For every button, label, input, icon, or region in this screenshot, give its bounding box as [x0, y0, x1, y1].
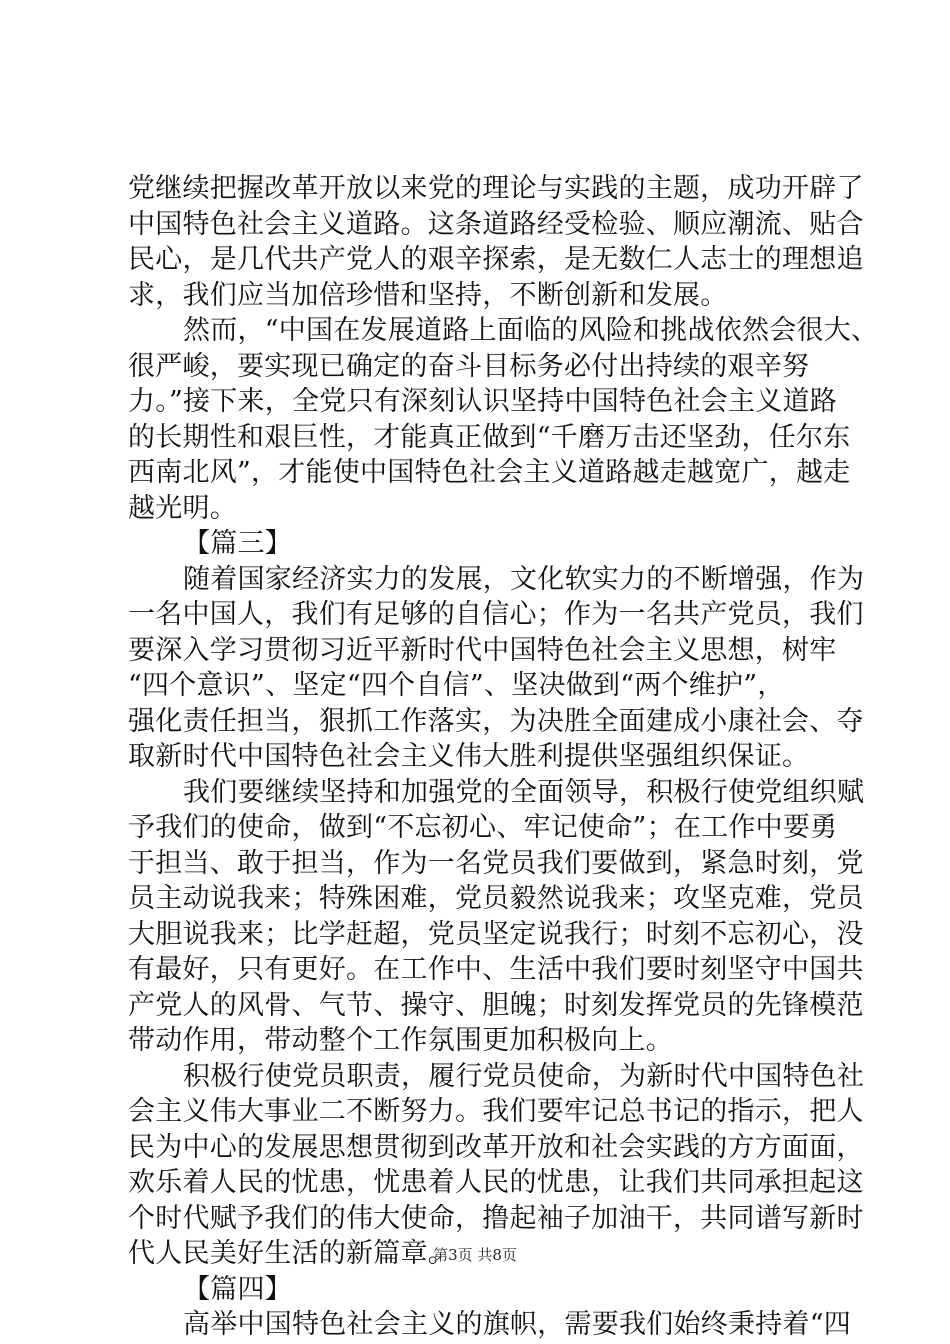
text-line: 于担当、敢于担当，作为一名党员我们要做到，紧急时刻，党: [128, 847, 864, 879]
section-heading: 【篇四】: [183, 1273, 292, 1305]
text-line: 积极行使党员职责，履行党员使命，为新时代中国特色社: [183, 1060, 865, 1092]
text-line: 代人民美好生活的新篇章。: [128, 1238, 455, 1269]
body-text: [128, 171, 879, 1343]
text-line: 中国特色社会主义道路。这条道路经受检验、顺应潮流、贴合: [128, 208, 864, 240]
text-line: 产党人的风骨、气节、操守、胆魄；时刻发挥党员的先锋模范: [128, 989, 864, 1021]
text-line: 很严峻，要实现已确定的奋斗目标务必付出持续的艰辛努: [128, 350, 810, 382]
text-line: 的长期性和艰巨性，才能真正做到“千磨万击还坚劲，任尔东: [128, 421, 851, 453]
text-line: 力。”接下来，全党只有深刻认识坚持中国特色社会主义道路: [128, 386, 838, 417]
text-line: 我们要继续坚持和加强党的全面领导，积极行使党组织赋: [183, 776, 865, 808]
page-number-label: 第3页 共8页: [433, 1246, 517, 1264]
text-line: “四个意识”、坚定“四个自信”、坚决做到“两个维护”，: [128, 670, 785, 701]
text-line: 个时代赋予我们的伟大使命，撸起袖子加油干，共同谱写新时: [128, 1202, 864, 1234]
text-line: 然而，“中国在发展道路上面临的风险和挑战依然会很大、: [183, 315, 879, 346]
text-line: 会主义伟大事业二不断努力。我们要牢记总书记的指示，把人: [128, 1096, 864, 1127]
text-line: 强化责任担当，狠抓工作落实，为决胜全面建成小康社会、夺: [128, 705, 864, 737]
text-line: 带动作用，带动整个工作氛围更加积极向上。: [128, 1025, 673, 1056]
text-line: 求，我们应当加倍珍惜和坚持，不断创新和发展。: [128, 279, 728, 311]
text-line: 民心，是几代共产党人的艰辛探索，是无数仁人志士的理想追: [128, 244, 864, 275]
page-footer: [0, 1245, 950, 1265]
text-line: 随着国家经济实力的发展，文化软实力的不断增强，作为: [183, 563, 865, 595]
text-line: 西南北风”，才能使中国特色社会主义道路越走越宽广，越走: [128, 457, 851, 488]
section-heading: 【篇三】: [183, 528, 292, 559]
text-line: 要深入学习贯彻习近平新时代中国特色社会主义思想，树牢: [128, 634, 837, 666]
text-line: 一名中国人，我们有足够的自信心；作为一名共产党员，我们: [128, 599, 864, 630]
text-line: 高举中国特色社会主义的旗帜，需要我们始终秉持着“四: [183, 1309, 852, 1340]
text-line: 欢乐着人民的忧患，忧患着人民的忧患，让我们共同承担起这: [128, 1167, 864, 1198]
text-line: 大胆说我来；比学赶超，党员坚定说我行；时刻不忘初心，没: [128, 918, 864, 950]
text-line: 党继续把握改革开放以来党的理论与实践的主题，成功开辟了: [128, 173, 864, 204]
text-line: 取新时代中国特色社会主义伟大胜利提供坚强组织保证。: [128, 741, 810, 772]
text-line: 越光明。: [128, 492, 237, 524]
text-line: 员主动说我来；特殊困难，党员毅然说我来；攻坚克难，党员: [128, 883, 864, 914]
text-line: 有最好，只有更好。在工作中、生活中我们要时刻坚守中国共: [128, 954, 864, 985]
text-line: 予我们的使命，做到“不忘初心、牢记使命”；在工作中要勇: [128, 812, 838, 843]
text-line: 民为中心的发展思想贯彻到改革开放和社会实践的方方面面，: [128, 1131, 864, 1163]
